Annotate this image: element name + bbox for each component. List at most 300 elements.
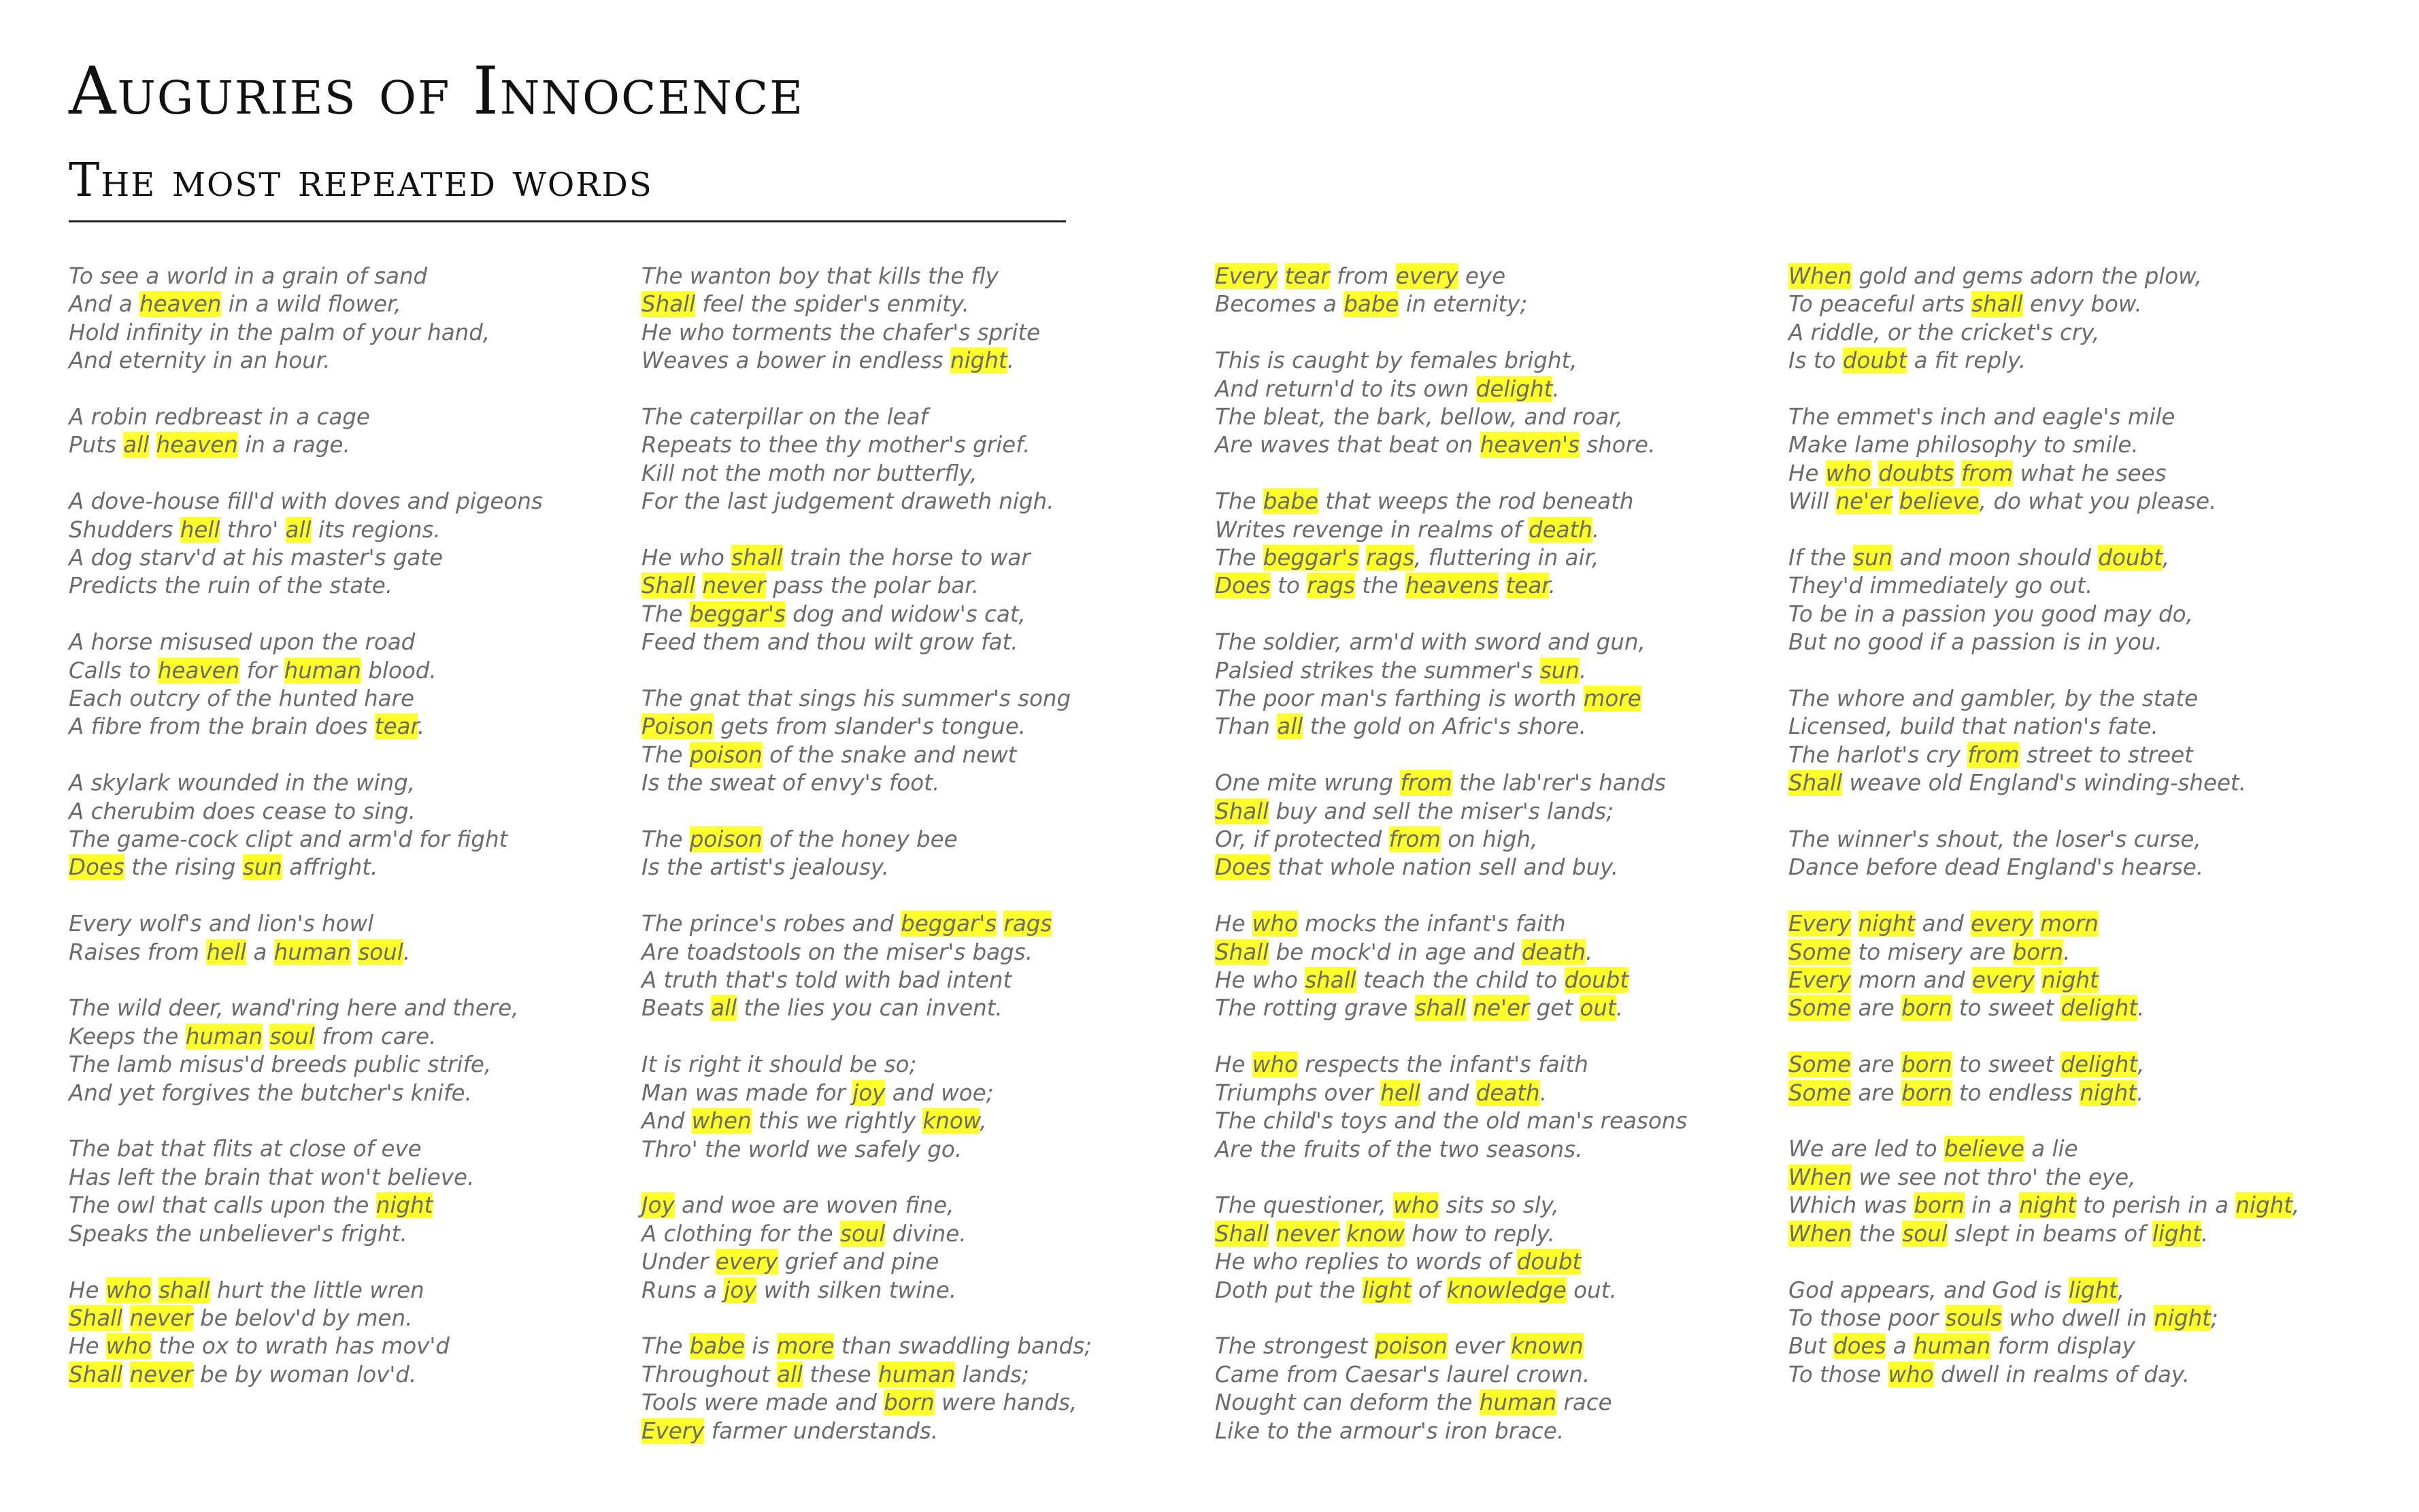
highlighted-word: human xyxy=(878,1361,956,1388)
poem-line: And yet forgives the butcher's knife. xyxy=(69,1079,472,1106)
poem-line: He who shall hurt the little wren xyxy=(69,1277,424,1303)
poem-line: For the last judgement draweth nigh. xyxy=(641,488,1054,515)
poem-line: God appears, and God is light, xyxy=(1788,1277,2125,1303)
highlighted-word: born xyxy=(1901,1052,1952,1078)
poem-line: Shall buy and sell the miser's lands; xyxy=(1215,798,1614,824)
poem-line: Does the rising sun affright. xyxy=(69,854,378,881)
poem-line: Hold infinity in the palm of your hand, xyxy=(69,319,490,346)
poem-line: But no good if a passion is in you. xyxy=(1788,629,2163,656)
poem-line: Shall never know how to reply. xyxy=(1215,1220,1555,1247)
poem-line: Nought can deform the human race xyxy=(1215,1390,1612,1416)
poem-line: The wanton boy that kills the fly xyxy=(641,263,999,289)
highlighted-word: from xyxy=(1388,826,1441,853)
highlighted-word: When xyxy=(1788,1220,1852,1247)
highlighted-word: rags xyxy=(1307,573,1355,599)
highlighted-word: Shall xyxy=(641,291,696,318)
highlighted-word: Does xyxy=(1215,573,1271,599)
poem-line: Writes revenge in realms of death. xyxy=(1215,516,1600,543)
highlighted-word: born xyxy=(1901,1079,1952,1106)
highlighted-word: every xyxy=(1972,967,2035,994)
poem-line: Predicts the ruin of the state. xyxy=(69,573,393,599)
poem-line: A fibre from the brain does tear. xyxy=(69,713,425,740)
poem-line: Speaks the unbeliever's fright. xyxy=(69,1220,407,1247)
stanza xyxy=(69,1277,613,1390)
stanza xyxy=(1215,263,1759,319)
highlighted-word: from xyxy=(1967,741,2020,768)
highlighted-word: never xyxy=(702,573,766,599)
poem-line: The bat that flits at close of eve xyxy=(69,1136,422,1162)
highlighted-word: never xyxy=(1275,1220,1339,1247)
stanza xyxy=(69,994,613,1107)
highlighted-word: believe xyxy=(1944,1136,2024,1162)
poem-line: The game-cock clipt and arm'd for fight xyxy=(69,826,508,853)
highlighted-word: light xyxy=(1362,1277,1412,1303)
stanza xyxy=(69,263,613,375)
highlighted-word: joy xyxy=(852,1079,886,1106)
highlighted-word: human xyxy=(1914,1333,1991,1360)
poem-line: But does a human form display xyxy=(1788,1333,2135,1360)
poem-line: The whore and gambler, by the state xyxy=(1788,686,2199,712)
highlighted-word: Some xyxy=(1788,1052,1852,1078)
highlighted-word: shall xyxy=(159,1277,210,1303)
poem-line: The soldier, arm'd with sword and gun, xyxy=(1215,629,1646,656)
highlighted-word: soul xyxy=(839,1220,886,1247)
stanza xyxy=(1215,1051,1759,1164)
stanza xyxy=(1788,826,2333,882)
highlighted-word: doubt xyxy=(1564,967,1629,994)
poem-line: Are toadstools on the miser's bags. xyxy=(641,939,1033,965)
highlighted-word: Does xyxy=(69,854,124,881)
highlighted-word: night xyxy=(2235,1192,2292,1219)
poem-line: He who mocks the infant's faith xyxy=(1215,911,1566,937)
poem-line: Some are born to sweet delight. xyxy=(1788,995,2145,1022)
poem-line: And eternity in an hour. xyxy=(69,348,331,374)
highlighted-word: who xyxy=(1252,911,1298,937)
highlighted-word: beggar's xyxy=(901,911,997,937)
poem-line: Shall be mock'd in age and death. xyxy=(1215,939,1593,965)
poem-line: Palsied strikes the summer's sun. xyxy=(1215,657,1587,684)
poem-line: Puts all heaven in a rage. xyxy=(69,432,350,458)
poem-line: Shall never be belov'd by men. xyxy=(69,1305,413,1331)
poem-line: Every farmer understands. xyxy=(641,1417,939,1444)
poem-line: Came from Caesar's laurel crown. xyxy=(1215,1361,1590,1388)
poem-line: The emmet's inch and eagle's mile xyxy=(1788,404,2175,431)
stanza xyxy=(641,544,1186,657)
highlighted-word: Every xyxy=(1788,911,1852,937)
stanza xyxy=(1215,769,1759,882)
poem-line: Every wolf's and lion's howl xyxy=(69,911,374,937)
stanza xyxy=(641,403,1186,516)
highlighted-word: when xyxy=(691,1108,752,1135)
highlighted-word: delight xyxy=(1475,375,1553,402)
title-divider xyxy=(69,220,1066,222)
highlighted-word: When xyxy=(1788,1164,1852,1190)
poem-line: If the sun and moon should doubt, xyxy=(1788,545,2170,571)
highlighted-word: know xyxy=(1346,1220,1405,1247)
highlighted-word: Shall xyxy=(1215,939,1269,965)
poem-line: A skylark wounded in the wing, xyxy=(69,770,416,796)
highlighted-word: tear xyxy=(1284,263,1330,289)
highlighted-word: doubt xyxy=(1842,348,1907,374)
highlighted-word: every xyxy=(1971,911,2033,937)
poem-line: Shall never be by woman lov'd. xyxy=(69,1361,417,1388)
stanza xyxy=(69,1135,613,1248)
poem-line: Every night and every morn xyxy=(1788,911,2099,937)
highlighted-word: more xyxy=(1583,686,1641,712)
poem-line: The poor man's farthing is worth more xyxy=(1215,686,1641,712)
highlighted-word: who xyxy=(1825,460,1871,486)
stanza xyxy=(1215,1332,1759,1445)
highlighted-word: beggar's xyxy=(689,601,786,627)
highlighted-word: hell xyxy=(180,516,220,543)
highlighted-word: Some xyxy=(1788,1079,1852,1106)
stanza xyxy=(69,910,613,967)
poem-line: Is the artist's jealousy. xyxy=(641,854,889,881)
highlighted-word: Does xyxy=(1215,854,1271,881)
highlighted-word: babe xyxy=(1344,291,1399,318)
poem-line: When we see not thro' the eye, xyxy=(1788,1164,2136,1190)
poem-line: Poison gets from slander's tongue. xyxy=(641,713,1027,740)
poem-line: Thro' the world we safely go. xyxy=(641,1136,963,1162)
poem-line: The poison of the snake and newt xyxy=(641,741,1017,768)
stanza xyxy=(1788,1051,2333,1107)
stanza xyxy=(641,910,1186,1023)
highlighted-word: Poison xyxy=(641,713,714,740)
poem-line: Repeats to thee thy mother's grief. xyxy=(641,432,1031,458)
poem-line: To those who dwell in realms of day. xyxy=(1788,1361,2190,1388)
highlighted-word: Some xyxy=(1788,995,1852,1022)
poem-line: Shall never pass the polar bar. xyxy=(641,573,979,599)
highlighted-word: who xyxy=(105,1277,152,1303)
poem-line: Some are born to endless night. xyxy=(1788,1079,2144,1106)
stanza xyxy=(1215,488,1759,601)
highlighted-word: rags xyxy=(1003,911,1052,937)
highlighted-word: human xyxy=(273,939,352,965)
poem-column-4 xyxy=(1788,263,2333,1417)
highlighted-word: Every xyxy=(641,1417,705,1444)
poem-line: Dance before dead England's hearse. xyxy=(1788,854,2204,881)
poem-line: Which was born in a night to perish in a night, xyxy=(1788,1192,2300,1219)
stanza xyxy=(69,628,613,741)
highlighted-word: all xyxy=(1277,713,1303,740)
highlighted-word: more xyxy=(776,1333,835,1360)
highlighted-word: all xyxy=(711,995,737,1022)
highlighted-word: Shall xyxy=(1215,798,1269,824)
poem-line: The winner's shout, the loser's curse, xyxy=(1788,826,2201,853)
highlighted-word: death xyxy=(1528,516,1592,543)
poem-line: The lamb misus'd breeds public strife, xyxy=(69,1052,492,1078)
poem-line: Make lame philosophy to smile. xyxy=(1788,432,2139,458)
poem-line: Runs a joy with silken twine. xyxy=(641,1277,957,1303)
poem-line: When the soul slept in beams of light. xyxy=(1788,1220,2209,1247)
poem-line: Keeps the human soul from care. xyxy=(69,1023,437,1049)
highlighted-word: night xyxy=(2080,1079,2137,1106)
poem-line: Are waves that beat on heaven's shore. xyxy=(1215,432,1656,458)
highlighted-word: Shall xyxy=(641,573,696,599)
poem-line: Man was made for joy and woe; xyxy=(641,1079,994,1106)
highlighted-word: doubts xyxy=(1878,460,1954,486)
highlighted-word: shall xyxy=(1971,291,2023,318)
poem-line: To be in a passion you good may do, xyxy=(1788,601,2193,627)
highlighted-word: does xyxy=(1833,1333,1886,1360)
highlighted-word: rags xyxy=(1366,545,1414,571)
poem-line: The babe is more than swaddling bands; xyxy=(641,1333,1092,1360)
stanza xyxy=(1215,628,1759,741)
poem-line: Does that whole nation sell and buy. xyxy=(1215,854,1619,881)
poem-line: A riddle, or the cricket's cry, xyxy=(1788,319,2100,346)
highlighted-word: When xyxy=(1788,263,1852,289)
poem-line: And return'd to its own delight. xyxy=(1215,375,1560,402)
poem-line: Some to misery are born. xyxy=(1788,939,2071,965)
poem-line: Kill not the moth nor butterfly, xyxy=(641,460,978,486)
highlighted-word: soul xyxy=(358,939,403,965)
highlighted-word: sun xyxy=(1853,545,1893,571)
highlighted-word: Every xyxy=(1788,967,1852,994)
stanza xyxy=(69,769,613,882)
poem-line: When gold and gems adorn the plow, xyxy=(1788,263,2202,289)
poem-line: Shall feel the spider's enmity. xyxy=(641,291,969,318)
highlighted-word: never xyxy=(129,1361,193,1388)
highlighted-word: Shall xyxy=(1215,1220,1269,1247)
highlighted-word: delight xyxy=(2061,1052,2138,1078)
highlighted-word: Shall xyxy=(69,1361,123,1388)
poem-line: He who torments the chafer's sprite xyxy=(641,319,1041,346)
poem-line: He who shall teach the child to doubt xyxy=(1215,967,1629,994)
poem-line: Calls to heaven for human blood. xyxy=(69,657,437,684)
poem-line: He who doubts from what he sees xyxy=(1788,460,2167,486)
highlighted-word: sun xyxy=(1539,657,1580,684)
poem-line: The harlot's cry from street to street xyxy=(1788,741,2193,768)
highlighted-word: tear xyxy=(1505,573,1549,599)
highlighted-word: all xyxy=(777,1361,803,1388)
highlighted-word: soul xyxy=(1902,1220,1948,1247)
highlighted-word: joy xyxy=(724,1277,757,1303)
highlighted-word: light xyxy=(2152,1220,2201,1247)
poem-line: A dog starv'd at his master's gate xyxy=(69,545,444,571)
page-title: Auguries of Innocence xyxy=(69,53,805,129)
poem-line: Will ne'er believe, do what you please. xyxy=(1788,488,2217,515)
highlighted-word: souls xyxy=(1945,1305,2003,1331)
highlighted-word: born xyxy=(884,1390,935,1416)
poem-line: The child's toys and the old man's reasons xyxy=(1215,1108,1688,1135)
poem-line: A dove-house fill'd with doves and pigeons xyxy=(69,488,543,515)
highlighted-word: Shall xyxy=(1788,770,1843,796)
poem-line: Licensed, build that nation's fate. xyxy=(1788,713,2158,740)
poem-line: A robin redbreast in a cage xyxy=(69,404,370,431)
highlighted-word: heavens xyxy=(1405,573,1499,599)
highlighted-word: soul xyxy=(269,1023,315,1049)
poem-line: Is to doubt a fit reply. xyxy=(1788,348,2026,374)
highlighted-word: night xyxy=(2154,1305,2211,1331)
highlighted-word: human xyxy=(1479,1390,1557,1416)
poem-line: He who replies to words of doubt xyxy=(1215,1249,1582,1275)
highlighted-word: who xyxy=(1888,1361,1934,1388)
highlighted-word: never xyxy=(129,1305,193,1331)
poem-line: A truth that's told with bad intent xyxy=(641,967,1012,994)
highlighted-word: shall xyxy=(1414,995,1467,1022)
poem-line: Feed them and thou wilt grow fat. xyxy=(641,629,1018,656)
highlighted-word: Joy xyxy=(641,1192,675,1219)
highlighted-word: beggar's xyxy=(1263,545,1359,571)
stanza xyxy=(641,1332,1186,1445)
poem-line: This is caught by females bright, xyxy=(1215,348,1578,374)
highlighted-word: night xyxy=(2041,967,2099,994)
poem-line: Weaves a bower in endless night. xyxy=(641,348,1014,374)
poem-line: To peaceful arts shall envy bow. xyxy=(1788,291,2142,318)
highlighted-word: hell xyxy=(206,939,247,965)
highlighted-word: heaven xyxy=(139,291,222,318)
highlighted-word: who xyxy=(1252,1052,1298,1078)
stanza xyxy=(1788,1135,2333,1248)
highlighted-word: human xyxy=(185,1023,263,1049)
stanza xyxy=(641,826,1186,882)
poem-line: Doth put the light of knowledge out. xyxy=(1215,1277,1617,1303)
poem-line: Has left the brain that won't believe. xyxy=(69,1164,475,1190)
poem-line: Beats all the lies you can invent. xyxy=(641,995,1003,1022)
highlighted-word: from xyxy=(1400,770,1452,796)
highlighted-word: every xyxy=(715,1249,778,1275)
highlighted-word: know xyxy=(922,1108,980,1135)
poem-line: Under every grief and pine xyxy=(641,1249,939,1275)
highlighted-word: morn xyxy=(2040,911,2099,937)
highlighted-word: who xyxy=(105,1333,152,1360)
poem-line: Some are born to sweet delight, xyxy=(1788,1052,2145,1078)
poem-line: He who respects the infant's faith xyxy=(1215,1052,1588,1078)
poem-line: The questioner, who sits so sly, xyxy=(1215,1192,1559,1219)
highlighted-word: knowledge xyxy=(1446,1277,1567,1303)
highlighted-word: all xyxy=(123,432,150,458)
highlighted-word: who xyxy=(1393,1192,1439,1219)
highlighted-word: doubt xyxy=(2098,545,2163,571)
highlighted-word: out xyxy=(1580,995,1616,1022)
stanza xyxy=(1215,910,1759,1023)
poem-line: Raises from hell a human soul. xyxy=(69,939,411,965)
poem-line: A cherubim does cease to sing. xyxy=(69,798,416,824)
stanza xyxy=(1788,263,2333,375)
highlighted-word: night xyxy=(376,1192,433,1219)
poem-line: And when this we rightly know, xyxy=(641,1108,987,1135)
poem-line: Or, if protected from on high, xyxy=(1215,826,1538,853)
stanza xyxy=(1215,1192,1759,1305)
poem-line: The caterpillar on the leaf xyxy=(641,404,928,431)
stanza xyxy=(1788,544,2333,657)
poem-line: Shudders hell thro' all its regions. xyxy=(69,516,441,543)
highlighted-word: known xyxy=(1511,1333,1584,1360)
stanza xyxy=(1788,403,2333,516)
highlighted-word: babe xyxy=(1263,488,1318,515)
poem-line: The strongest poison ever known xyxy=(1215,1333,1584,1360)
highlighted-word: shall xyxy=(1305,967,1356,994)
poem-line: Each outcry of the hunted hare xyxy=(69,686,414,712)
stanza xyxy=(641,685,1186,798)
highlighted-word: delight xyxy=(2061,995,2138,1022)
page-subtitle: The most repeated words xyxy=(69,154,653,207)
highlighted-word: ne'er xyxy=(1473,995,1530,1022)
highlighted-word: heaven xyxy=(156,432,238,458)
highlighted-word: shall xyxy=(731,545,783,571)
stanza xyxy=(1788,1277,2333,1390)
stanza xyxy=(69,403,613,460)
poem-line: Are the fruits of the two seasons. xyxy=(1215,1136,1583,1162)
poem-line: The rotting grave shall ne'er get out. xyxy=(1215,995,1623,1022)
highlighted-word: human xyxy=(284,657,361,684)
poem-line: To see a world in a grain of sand xyxy=(69,263,428,289)
poem-line: The beggar's rags, fluttering in air, xyxy=(1215,545,1599,571)
poem-line: The babe that weeps the rod beneath xyxy=(1215,488,1634,515)
stanza xyxy=(1788,685,2333,798)
highlighted-word: born xyxy=(1914,1192,1965,1219)
highlighted-word: Shall xyxy=(69,1305,123,1331)
stanza xyxy=(641,263,1186,375)
poem-line: One mite wrung from the lab'rer's hands xyxy=(1215,770,1666,796)
highlighted-word: Every xyxy=(1215,263,1278,289)
poem-line: The gnat that sings his summer's song xyxy=(641,686,1071,712)
highlighted-word: believe xyxy=(1899,488,1980,515)
poem-line: The bleat, the bark, bellow, and roar, xyxy=(1215,404,1623,431)
poem-line: Joy and woe are woven fine, xyxy=(641,1192,954,1219)
poem-line: Tools were made and born were hands, xyxy=(641,1390,1078,1416)
poem-column-2 xyxy=(641,263,1186,1473)
poem-line: The beggar's dog and widow's cat, xyxy=(641,601,1026,627)
poem-line: Every tear from every eye xyxy=(1215,263,1506,289)
poem-line: Does to rags the heavens tear. xyxy=(1215,573,1556,599)
highlighted-word: Some xyxy=(1788,939,1852,965)
highlighted-word: light xyxy=(2068,1277,2118,1303)
poem-line: The poison of the honey bee xyxy=(641,826,958,853)
highlighted-word: death xyxy=(1475,1079,1540,1106)
highlighted-word: heaven's xyxy=(1480,432,1580,458)
poem-line: The owl that calls upon the night xyxy=(69,1192,433,1219)
highlighted-word: night xyxy=(2019,1192,2076,1219)
poem-line: They'd immediately go out. xyxy=(1788,573,2093,599)
poem-line: Triumphs over hell and death. xyxy=(1215,1079,1547,1106)
stanza xyxy=(1215,347,1759,460)
highlighted-word: poison xyxy=(689,741,763,768)
highlighted-word: doubt xyxy=(1516,1249,1582,1275)
highlighted-word: heaven xyxy=(157,657,240,684)
poem-line: A horse misused upon the road xyxy=(69,629,416,656)
highlighted-word: all xyxy=(285,516,312,543)
stanza xyxy=(641,1192,1186,1305)
highlighted-word: night xyxy=(1858,911,1916,937)
poem-line: Is the sweat of envy's foot. xyxy=(641,770,940,796)
poem-line: To those poor souls who dwell in night; xyxy=(1788,1305,2218,1331)
highlighted-word: babe xyxy=(689,1333,745,1360)
stanza xyxy=(1788,910,2333,1023)
highlighted-word: born xyxy=(2012,939,2064,965)
stanza xyxy=(641,1051,1186,1164)
highlighted-word: ne'er xyxy=(1835,488,1892,515)
poem-line: Becomes a babe in eternity; xyxy=(1215,291,1528,318)
poem-line: Than all the gold on Afric's shore. xyxy=(1215,713,1586,740)
poem-line: We are led to believe a lie xyxy=(1788,1136,2078,1162)
poem-column-1 xyxy=(69,263,613,1417)
poem-line: The prince's robes and beggar's rags xyxy=(641,911,1052,937)
poem-line: A clothing for the soul divine. xyxy=(641,1220,967,1247)
poem-line: He who shall train the horse to war xyxy=(641,545,1031,571)
stanza xyxy=(69,488,613,601)
poem-column-3 xyxy=(1215,263,1759,1473)
highlighted-word: born xyxy=(1901,995,1952,1022)
poem-line: He who the ox to wrath has mov'd xyxy=(69,1333,450,1360)
highlighted-word: death xyxy=(1521,939,1586,965)
poem-line: It is right it should be so; xyxy=(641,1052,917,1078)
highlighted-word: every xyxy=(1395,263,1458,289)
highlighted-word: night xyxy=(950,348,1007,374)
poem-line: The wild deer, wand'ring here and there, xyxy=(69,995,519,1022)
highlighted-word: poison xyxy=(1374,1333,1448,1360)
poem-line: Throughout all these human lands; xyxy=(641,1361,1029,1388)
